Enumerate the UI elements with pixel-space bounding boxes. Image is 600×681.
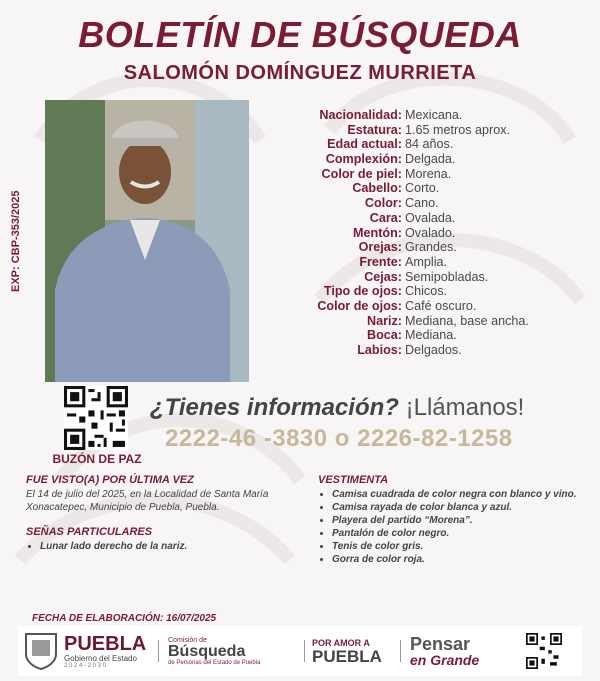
feature-row [275, 314, 595, 329]
page-title: BOLETÍN DE BÚSQUEDA [78, 14, 522, 55]
puebla-logo-title: PUEBLA [64, 632, 147, 655]
feature-label: Cejas: [364, 269, 402, 284]
feature-row [275, 167, 595, 182]
footer-qr-code[interactable] [526, 633, 562, 669]
feature-label: Frente: [359, 254, 402, 269]
shield-icon [24, 632, 58, 670]
feature-label: Color de ojos: [317, 298, 402, 313]
feature-row [275, 108, 595, 123]
feature-label: Cabello: [352, 181, 402, 196]
feature-label: Nacionalidad: [319, 108, 402, 122]
feature-row [275, 240, 595, 255]
list-item: • Playera del partido “Morena”. [332, 514, 588, 527]
puebla-logo-subtitle: Gobierno del Estado [64, 653, 137, 663]
feature-label: Cara: [369, 210, 402, 225]
feature-value: Cano. [405, 196, 439, 211]
list-item: • Tenis de color gris. [332, 540, 588, 553]
divider [400, 640, 401, 662]
feature-label: Orejas: [358, 240, 402, 255]
por-amor-label: POR AMOR A [312, 637, 370, 648]
puebla-logo-years: 2 0 2 4 - 2 0 3 0 [64, 662, 107, 669]
feature-value: Amplia. [405, 254, 447, 269]
person-name: SALOMÓN DOMÍNGUEZ MURRIETA [123, 62, 477, 84]
feature-value: Morena. [405, 166, 452, 181]
feature-value: Ovalada. [405, 210, 456, 225]
feature-label: Mentón: [353, 225, 402, 240]
elaboration-date: FECHA DE ELABORACIÓN: 16/07/2025 [32, 613, 217, 624]
feature-value: Ovalado. [405, 225, 456, 240]
list-item: • Pantalón de color negro. [332, 527, 588, 540]
list-item: • Gorra de color roja. [332, 553, 588, 566]
list-item: • Lunar lado derecho de la nariz. [40, 540, 311, 553]
features-list [275, 108, 595, 358]
footer-logos [18, 626, 582, 676]
list-item: • Camisa rayada de color blanca y azul. [332, 501, 588, 514]
feature-value: Chicos. [405, 284, 447, 299]
feature-value: Mediana, base ancha. [405, 313, 529, 328]
feature-row [275, 284, 595, 299]
clothing-list [318, 488, 588, 566]
feature-row [275, 343, 595, 358]
feature-label: Tipo de ojos: [323, 284, 402, 299]
feature-row [275, 299, 595, 314]
particular-signs-list [26, 540, 311, 553]
personas-label: de Personas del Estado de Puebla [168, 659, 261, 666]
feature-value: 84 años. [405, 137, 454, 152]
feature-label: Color: [364, 196, 402, 211]
feature-row [275, 137, 595, 152]
feature-row [275, 211, 595, 226]
feature-row [275, 196, 595, 211]
en-grande-label: en Grande [410, 652, 480, 668]
feature-row [275, 255, 595, 270]
feature-label: Color de piel: [321, 166, 402, 181]
feature-label: Boca: [367, 328, 402, 343]
pensar-label: Pensar [410, 634, 471, 654]
feature-value: Semipobladas. [405, 269, 489, 284]
feature-value: 1.65 metros aprox. [405, 122, 510, 137]
busqueda-label: Búsqueda [168, 642, 246, 660]
feature-value: Grandes. [405, 240, 457, 255]
feature-value: Delgada. [405, 152, 456, 167]
comision-logo [168, 626, 298, 676]
feature-row [275, 152, 595, 167]
feature-label: Edad actual: [327, 137, 402, 152]
cta-call: ¡Llámanos! [405, 394, 525, 421]
pensar-logo [410, 626, 510, 676]
feature-row [275, 270, 595, 285]
feature-value: Café oscuro. [405, 298, 477, 313]
particular-signs-heading: SEÑAS PARTICULARES [26, 526, 153, 538]
list-item: • Camisa cuadrada de color negra con blanco y vino. [332, 488, 588, 501]
feature-row [275, 123, 595, 138]
clothing-heading: VESTIMENTA [318, 474, 389, 486]
feature-label: Nariz: [367, 313, 402, 328]
call-to-action [150, 394, 600, 422]
buzon-qr-code[interactable] [64, 386, 128, 450]
feature-value: Mediana. [405, 328, 457, 343]
feature-row [275, 328, 595, 343]
last-seen-heading: FUE VISTO(A) POR ÚLTIMA VEZ [26, 474, 194, 486]
divider [304, 640, 305, 662]
buzon-label: BUZÓN DE PAZ [52, 452, 142, 466]
comision-label: Comisión de [168, 636, 207, 644]
person-photo [45, 100, 249, 382]
feature-row [275, 226, 595, 241]
feature-label: Labios: [357, 343, 402, 357]
phone-numbers[interactable]: 2222-46 -3830 o 2226-82-1258 [165, 425, 513, 452]
cta-question: ¿Tienes información? [150, 394, 399, 421]
divider [158, 640, 159, 662]
por-amor-logo [312, 626, 392, 676]
feature-label: Complexión: [325, 152, 402, 167]
expediente-number: EXP: CBP-353/2025 [10, 190, 22, 292]
feature-label: Estatura: [347, 122, 402, 137]
puebla-logo [64, 626, 154, 676]
feature-value: Delgados. [405, 343, 462, 357]
feature-value: Mexicana. [405, 108, 463, 122]
feature-row [275, 181, 595, 196]
feature-value: Corto. [405, 181, 440, 196]
por-amor-puebla: PUEBLA [312, 646, 382, 666]
last-seen-text: El 14 de julio del 2025, en la Localidad de Santa María Xonacatepec, Municipio de Puebla, Puebla. [26, 489, 269, 513]
